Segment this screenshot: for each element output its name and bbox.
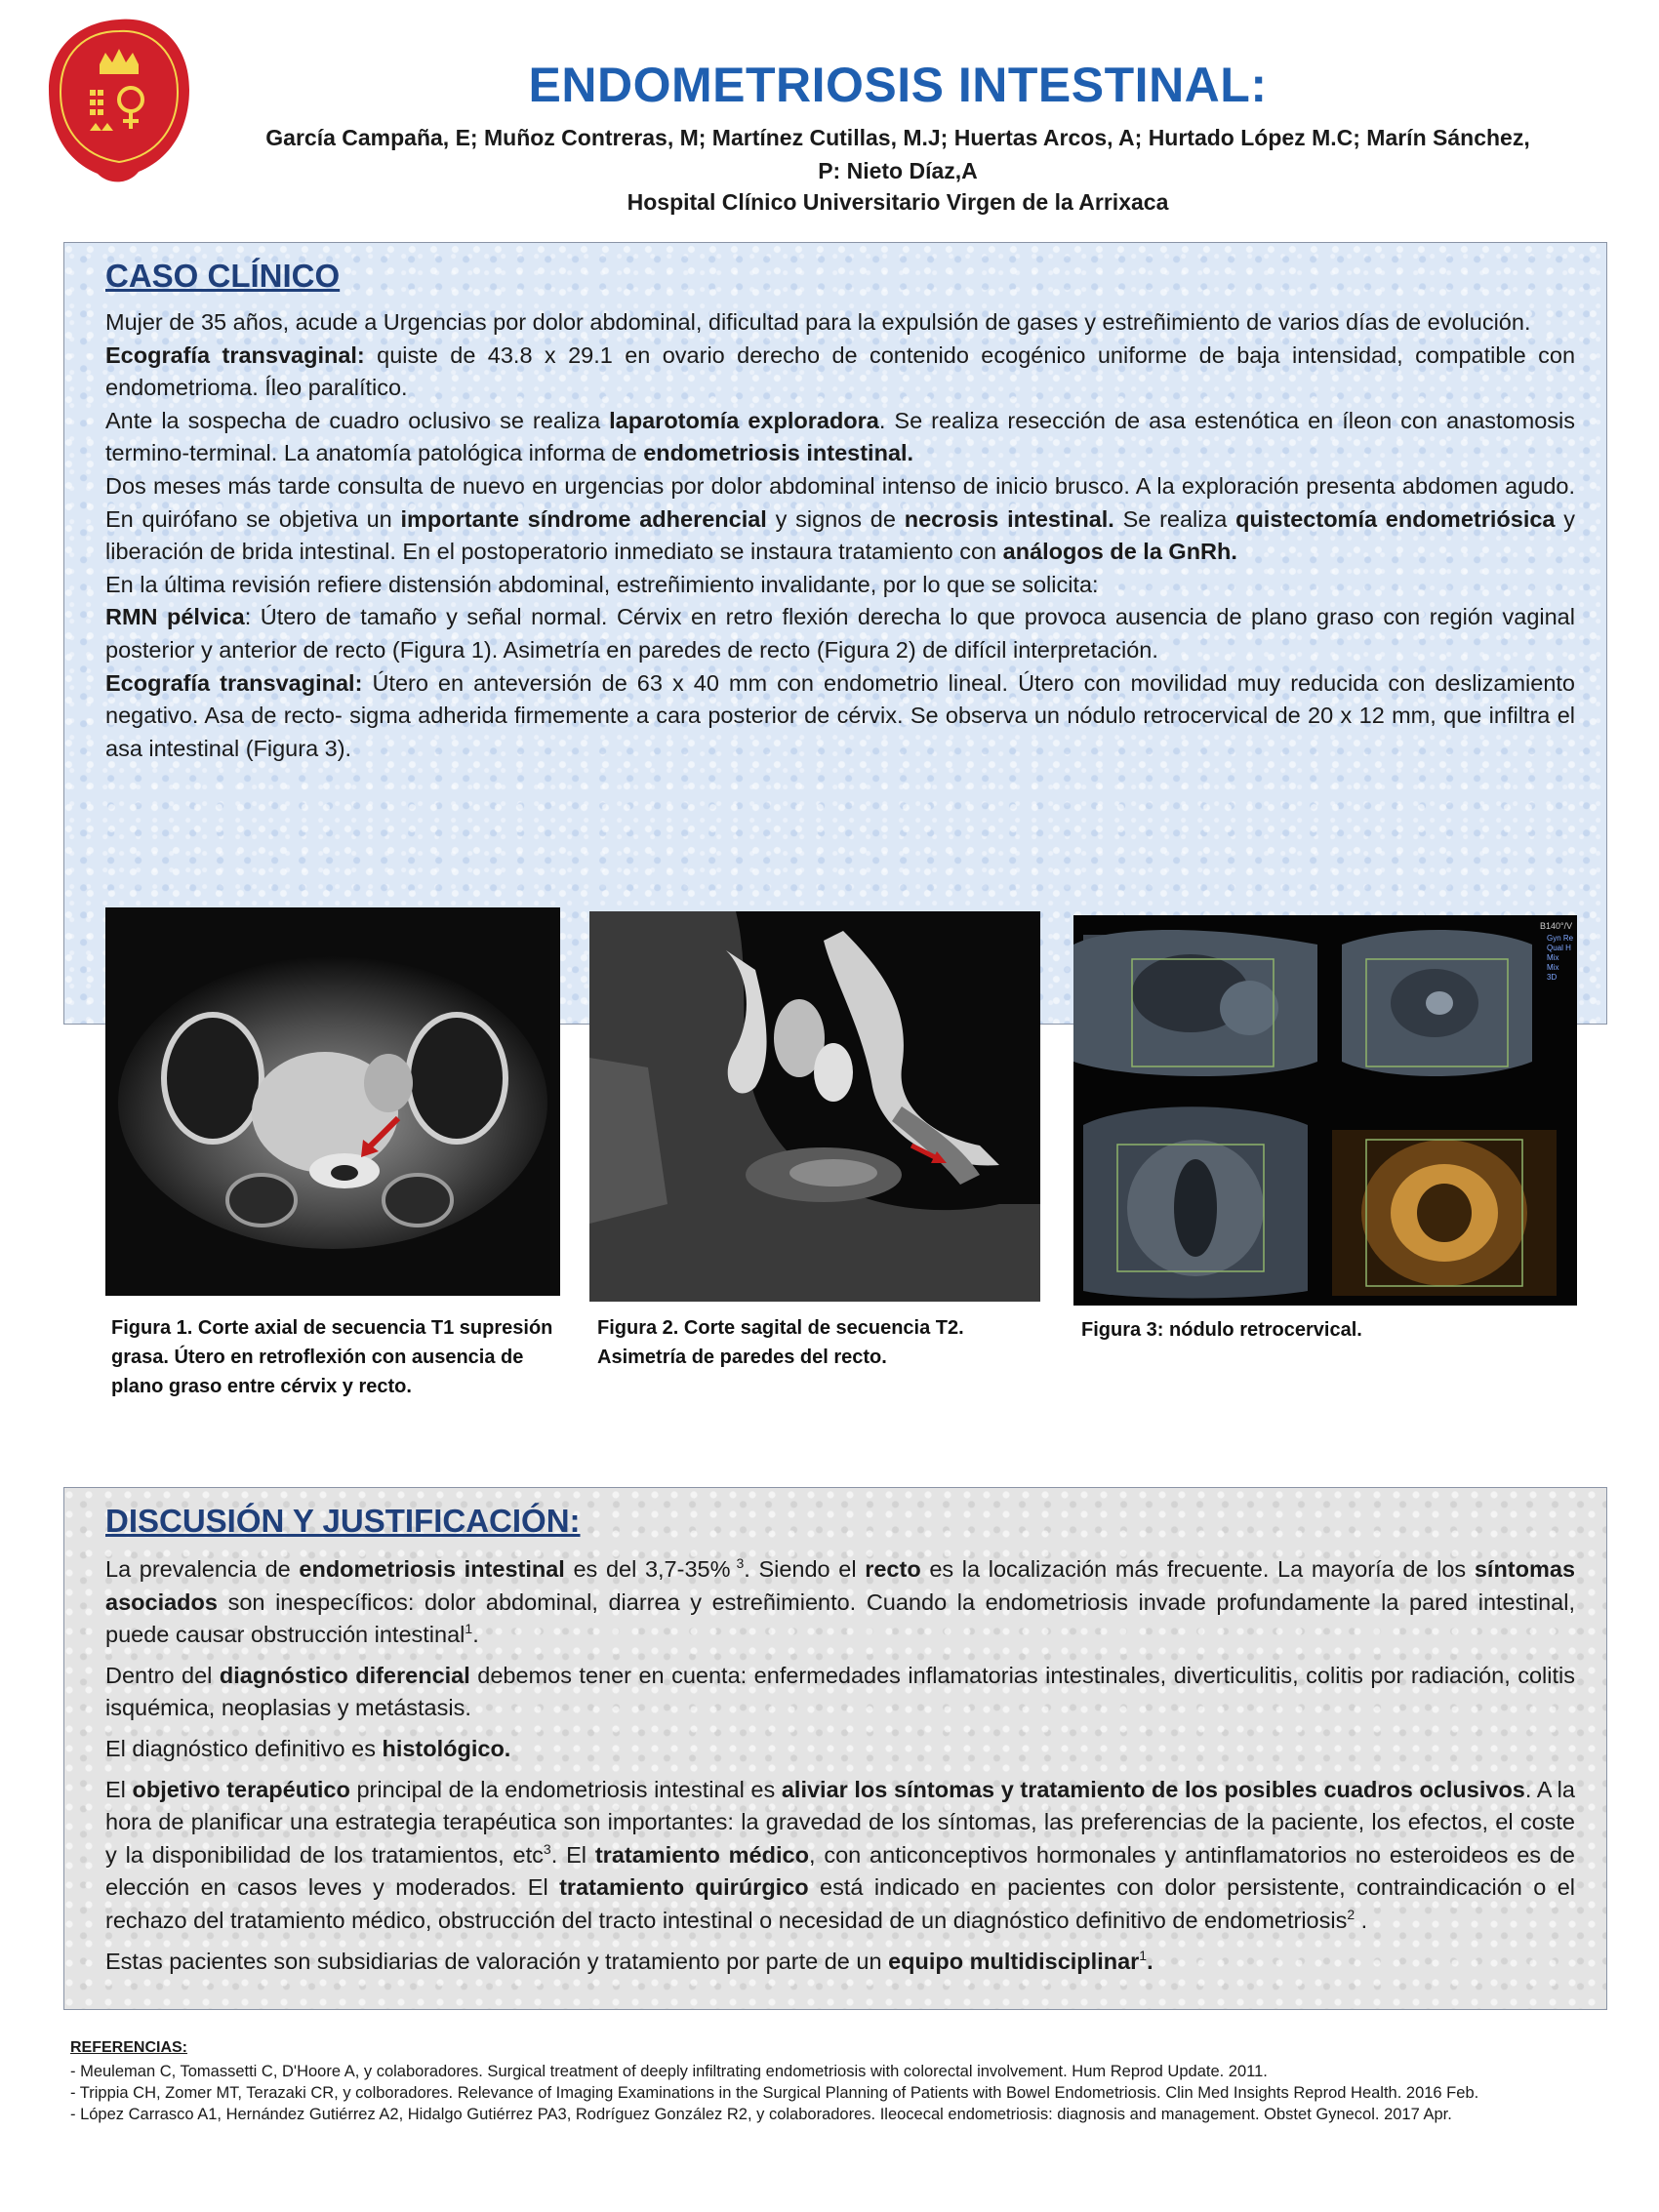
authors [195, 121, 1600, 187]
discussion-heading: DISCUSIÓN Y JUSTIFICACIÓN: [105, 1503, 581, 1539]
discussion-paragraph: Dentro del diagnóstico diferencial debemos tener en cuenta: enfermedades inflamatorias intestinales, diverticulitis, colitis por radiación, colitis isquémica, neoplasias y metástasis. [105, 1662, 1575, 1721]
svg-text:Qual H: Qual H [1547, 944, 1571, 952]
figure-2-caption: Figura 2. Corte sagital de secuencia T2. Asimetría de paredes del recto. [597, 1317, 964, 1368]
authors-line-1: García Campaña, E; Muñoz Contreras, M; Martínez Cutillas, M.J; Huertas Arcos, A; Hurtado López M.C; Marín Sánchez, [265, 125, 1530, 150]
reference-item: - Meuleman C, Tomassetti C, D'Hoore A, y colaboradores. Surgical treatment of deeply infiltrating endometriosis with colorectal involvement. Hum Reprod Update. 2011. [70, 2063, 1268, 2080]
discussion-paragraph: El objetivo terapéutico principal de la endometriosis intestinal es aliviar los síntomas y tratamiento de los posibles cuadros oclusivos. A la hora de planificar una estrategia terapéutica son importantes: la gravedad de los síntomas, las preferencias de la paciente, los efectos, el coste y la disponibilidad de los tratamientos, etc$^3$. El tratamiento médico, con anticonceptivos hormonales y antinflamatorios no esteroideos es de elección en casos leves y moderados. El tratamiento quirúrgico está indicado en pacientes con dolor persistente, contraindicación o el rechazo del tratamiento médico, obstrucción del tracto intestinal o necesidad de un diagnóstico definitivo de endometriosis$^2$ . [105, 1776, 1576, 1933]
figure-1-axial-mri [105, 907, 560, 1296]
references-heading: REFERENCIAS: [70, 2039, 188, 2056]
reference-item: - Trippia CH, Zomer MT, Terazaki CR, y colboradores. Relevance of Imaging Examinations in the Surgical Planning of Patients with Bowel Endometriosis. Clin Med Insights Reprod Health. 2016 Feb. [70, 2084, 1479, 2102]
reference-item: - López Carrasco A1, Hernández Gutiérrez A2, Hidalgo Gutiérrez PA3, Rodríguez González R2, y colaboradores. Ileocecal endometriosis: diagnosis and management. Obstet Gynecol. 2017 Apr. [70, 2106, 1452, 2123]
society-logo [41, 14, 197, 189]
case-paragraph: Ecografía transvaginal: quiste de 43.8 x 29.1 en ovario derecho de contenido ecogénico uniforme de baja intensidad, compatible con endometrioma. Íleo paralítico. [105, 342, 1576, 401]
figure-3-caption: Figura 3: nódulo retrocervical. [1081, 1319, 1362, 1341]
hospital-affiliation: Hospital Clínico Universitario Virgen de la Arrixaca [627, 189, 1169, 215]
case-paragraph: En la última revisión refiere distensión abdominal, estreñimiento invalidante, por lo que se solicita: [105, 571, 1099, 597]
figure-1-caption: Figura 1. Corte axial de secuencia T1 supresión grasa. Útero en retroflexión con ausencia de plano graso entre cérvix y recto. [111, 1317, 553, 1397]
case-paragraph: Dos meses más tarde consulta de nuevo en urgencias por dolor abdominal intenso de inicio brusco. A la exploración presenta abdomen agudo. En quirófano se objetiva un importante síndrome adherencial y signos de necrosis intestinal. Se realiza quistectomía endometriósica y liberación de brida intestinal. En el postoperatorio inmediato se instaura tratamiento con análogos de la GnRh. [105, 472, 1576, 565]
discussion-paragraph: La prevalencia de endometriosis intestinal es del 3,7-35% $^3$. Siendo el recto es la localización más frecuente. La mayoría de los síntomas asociados son inespecíficos: dolor abdominal, diarrea y estreñimiento. Cuando la endometriosis invade profundamente la pared intestinal, puede causar obstrucción intestinal$^1$. [105, 1555, 1576, 1648]
case-paragraph: Ante la sospecha de cuadro oclusivo se realiza laparotomía exploradora. Se realiza resección de asa estenótica en íleon con anastomosis termino-terminal. La anatomía patológica informa de endometriosis intestinal. [105, 407, 1575, 466]
case-paragraph: Ecografía transvaginal: Útero en anteversión de 63 x 40 mm con endometrio lineal. Útero con movilidad muy reducida con deslizamiento negativo. Asa de recto- sigma adherida firmemente a cara posterior de cérvix. Se observa un nódulo retrocervical de 20 x 12 mm, que infiltra el asa intestinal (Figura 3). [105, 669, 1575, 761]
authors-line-2: P: Nieto Díaz,A [818, 158, 978, 183]
svg-text:Mix: Mix [1547, 953, 1559, 962]
figure-3-ultrasound [1073, 915, 1577, 1306]
case-heading: CASO CLÍNICO [105, 258, 341, 294]
discussion-paragraph: El diagnóstico definitivo es histológico. [105, 1735, 511, 1761]
svg-text:3D: 3D [1547, 973, 1558, 982]
case-paragraph: RMN pélvica: Útero de tamaño y señal normal. Cérvix en retro flexión derecha lo que provoca ausencia de plano graso con región vaginal posterior y anterior de recto (Figura 1). Asimetría en paredes de recto (Figura 2) de difícil interpretación. [105, 604, 1575, 663]
svg-text:B140°/V: B140°/V [1540, 921, 1573, 931]
discussion-paragraph: Estas pacientes son subsidiarias de valoración y tratamiento por parte de un equipo multidisciplinar$^1$. [105, 1947, 1153, 1974]
case-paragraph: Mujer de 35 años, acude a Urgencias por dolor abdominal, dificultad para la expulsión de gases y estreñimiento de varios días de evolución. [105, 309, 1531, 335]
svg-text:Mix: Mix [1547, 963, 1559, 972]
discussion-text [105, 1553, 1575, 1986]
svg-text:Gyn Re: Gyn Re [1547, 934, 1574, 943]
poster-title: ENDOMETRIOSIS INTESTINAL: [528, 58, 1268, 112]
figure-2-sagittal-mri [589, 911, 1040, 1302]
case-text [105, 306, 1575, 765]
